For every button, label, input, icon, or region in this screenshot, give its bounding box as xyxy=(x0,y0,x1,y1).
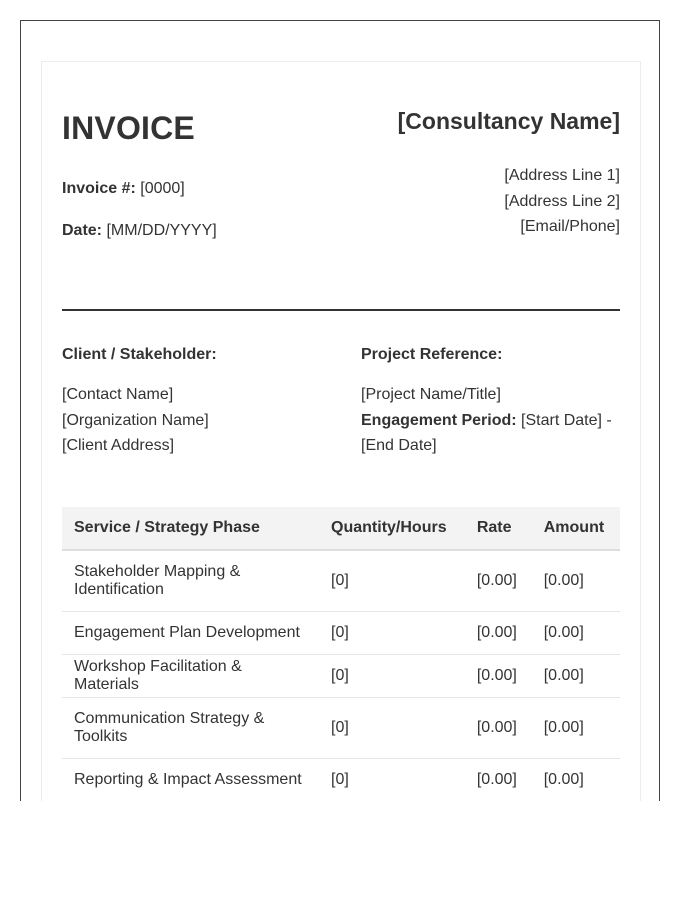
table-row xyxy=(62,655,620,698)
invoice-number xyxy=(62,180,185,198)
engagement-period xyxy=(361,408,620,434)
project-name: [Project Name/Title] xyxy=(361,386,501,403)
service-cell xyxy=(62,759,319,802)
amount-cell: [0.00] xyxy=(532,612,620,655)
header-amount: Amount xyxy=(532,507,620,550)
amount-cell: [0.00] xyxy=(532,698,620,759)
document-frame xyxy=(20,20,660,801)
engagement-period-start: [Start Date] - xyxy=(516,411,612,429)
client-label: Client / Stakeholder: xyxy=(62,346,217,363)
address-line-2: [Address Line 2] xyxy=(504,192,620,210)
table-row xyxy=(62,698,620,759)
engagement-period-label: Engagement Period: xyxy=(361,411,517,429)
service-cell xyxy=(62,655,319,698)
header-service: Service / Strategy Phase xyxy=(62,507,319,550)
invoice-date-value: [MM/DD/YYYY] xyxy=(106,222,217,239)
invoice-sheet xyxy=(41,61,641,801)
amount-cell: [0.00] xyxy=(532,655,620,698)
rate-cell: [0.00] xyxy=(465,698,532,759)
service-name-cont: Identification xyxy=(74,581,164,598)
rate-cell: [0.00] xyxy=(465,655,532,698)
quantity-cell: [0] xyxy=(319,698,465,759)
table-row xyxy=(62,759,620,802)
engagement-period-end: [End Date] xyxy=(361,437,437,454)
invoice-header xyxy=(62,102,620,270)
client-contact-name: [Contact Name] xyxy=(62,386,174,403)
address-line-1: [Address Line 1] xyxy=(504,167,620,184)
service-cell xyxy=(62,550,319,612)
services-table xyxy=(62,507,620,801)
amount-cell: [0.00] xyxy=(532,550,620,612)
invoice-title: INVOICE xyxy=(62,110,195,146)
invoice-date xyxy=(62,222,217,240)
invoice-date-label: Date: xyxy=(62,222,103,239)
service-cell xyxy=(62,612,319,655)
project-label: Project Reference: xyxy=(361,346,503,363)
invoice-number-label: Invoice #: xyxy=(62,180,136,197)
header-rate: Rate xyxy=(465,507,532,550)
invoice-number-value: [0000] xyxy=(140,180,185,197)
header-divider xyxy=(62,309,620,311)
consultancy-address xyxy=(504,163,620,240)
rate-cell: [0.00] xyxy=(465,612,532,655)
invoice-content xyxy=(62,102,620,788)
quantity-cell: [0] xyxy=(319,655,465,698)
service-cell xyxy=(62,698,319,759)
quantity-cell: [0] xyxy=(319,612,465,655)
project-details xyxy=(361,382,620,459)
quantity-cell: [0] xyxy=(319,550,465,612)
client-details xyxy=(62,382,352,459)
address-contact: [Email/Phone] xyxy=(520,218,620,235)
consultancy-name: [Consultancy Name] xyxy=(397,108,620,134)
table-row xyxy=(62,550,620,612)
table-header-row xyxy=(62,507,620,550)
service-name: Workshop Facilitation & Materials xyxy=(74,658,242,693)
table-row xyxy=(62,612,620,655)
project-info xyxy=(361,345,620,459)
rate-cell: [0.00] xyxy=(465,550,532,612)
client-address: [Client Address] xyxy=(62,437,175,454)
client-organization: [Organization Name] xyxy=(62,411,209,429)
service-name: Stakeholder Mapping & xyxy=(74,563,241,580)
service-name: Engagement Plan Development xyxy=(74,624,300,641)
service-name: Reporting & Impact Assessment xyxy=(74,771,302,788)
quantity-cell: [0] xyxy=(319,759,465,802)
amount-cell: [0.00] xyxy=(532,759,620,802)
service-name-cont: Toolkits xyxy=(74,728,128,745)
service-name: Communication Strategy & xyxy=(74,710,265,727)
client-info xyxy=(62,345,352,459)
rate-cell: [0.00] xyxy=(465,759,532,802)
header-quantity: Quantity/Hours xyxy=(319,507,465,550)
